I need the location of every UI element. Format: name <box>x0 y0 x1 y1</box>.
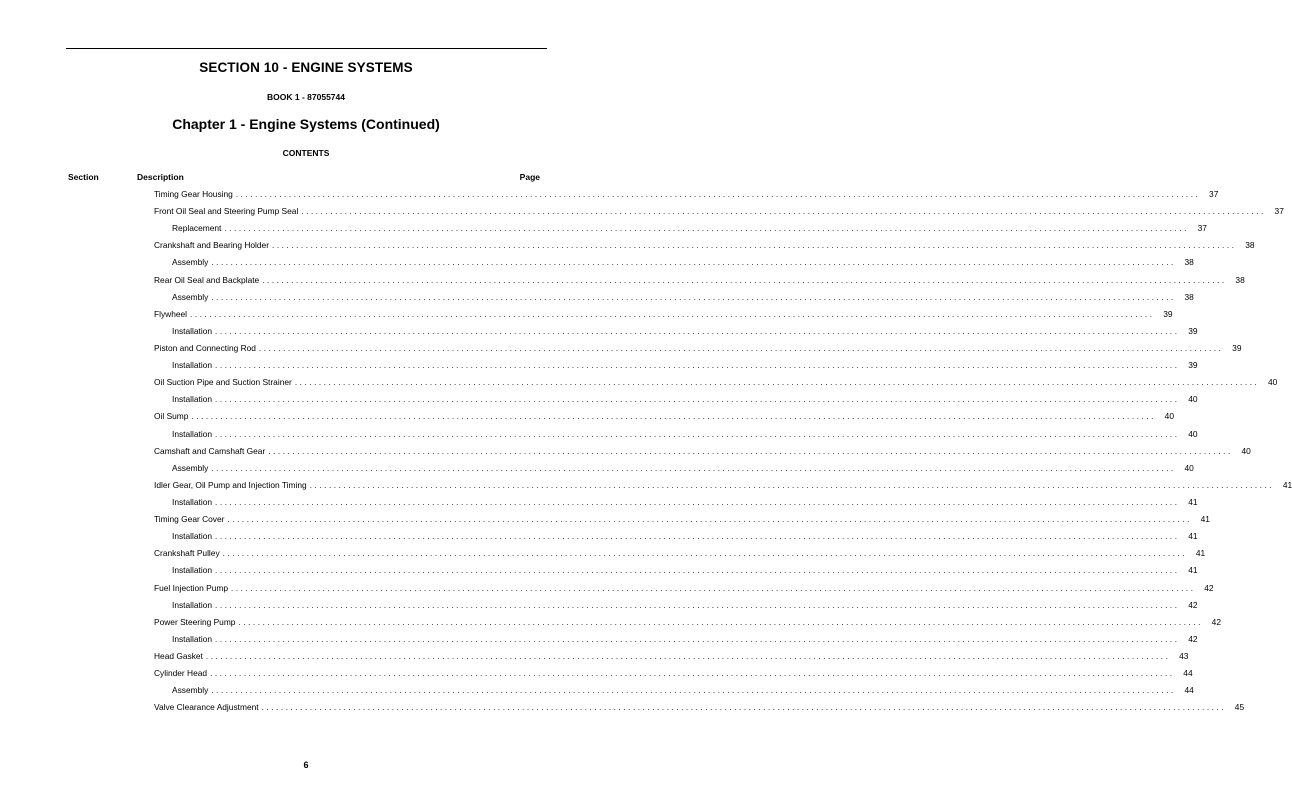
toc-entry[interactable] <box>0 306 1173 323</box>
toc-entry[interactable] <box>0 323 1198 340</box>
toc-entry-page: 39 <box>1188 360 1198 371</box>
chapter-title: Chapter 1 - Engine Systems (Continued) <box>172 116 440 132</box>
toc-entry-page: 41 <box>1188 531 1198 542</box>
toc-entry-page: 37 <box>1209 189 1219 199</box>
toc-entry-page: 42 <box>1188 599 1198 610</box>
toc-entry-title: Flywheel <box>154 306 190 323</box>
toc-entry[interactable] <box>0 562 1198 579</box>
dot-leader: ........................................................................................................................................................................................................ <box>301 207 1266 217</box>
dot-leader: ........................................................................................................................................................................................................ <box>262 275 1227 285</box>
toc-entry-line <box>172 426 1198 443</box>
toc-entry[interactable] <box>0 272 1245 289</box>
page-number: 6 <box>303 760 309 770</box>
dot-leader: ........................................................................................................................................................................................................ <box>309 480 1275 490</box>
toc-entry-line <box>172 254 1194 271</box>
toc-entry[interactable] <box>0 545 1206 562</box>
toc-entry-title: Front Oil Seal and Steering Pump Seal <box>154 203 301 220</box>
toc-entry-title: Assembly <box>172 460 211 477</box>
toc-entry-title: Oil Suction Pipe and Suction Strainer <box>154 374 295 391</box>
toc-entry-line <box>154 340 1242 357</box>
dot-leader: ........................................................................................................................................................................................................ <box>205 651 1171 661</box>
dot-leader: ........................................................................................................................................................................................................ <box>211 258 1176 268</box>
dot-leader: ........................................................................................................................................................................................................ <box>215 429 1180 439</box>
toc-entry[interactable] <box>0 477 1292 494</box>
toc-entry-page: 38 <box>1235 274 1245 285</box>
toc-entry[interactable] <box>0 665 1193 682</box>
toc-entry-title: Crankshaft Pulley <box>154 545 223 562</box>
dot-leader: ........................................................................................................................................................................................................ <box>272 241 1237 251</box>
contents-heading: CONTENTS <box>282 148 330 158</box>
toc-entry-page: 39 <box>1163 308 1173 319</box>
toc-entry[interactable] <box>0 340 1242 357</box>
toc-entry[interactable] <box>0 682 1194 699</box>
dot-leader: ........................................................................................................................................................................................................ <box>215 634 1180 644</box>
toc-entry-page: 41 <box>1200 514 1210 525</box>
toc-entry-line <box>172 357 1198 374</box>
dot-leader: ........................................................................................................................................................................................................ <box>224 224 1189 234</box>
toc-entry-line <box>154 306 1173 323</box>
toc-entry-line <box>172 289 1194 306</box>
toc-entry-title: Assembly <box>172 289 211 306</box>
toc-entry-title: Installation <box>172 631 215 648</box>
toc-entry-title: Installation <box>172 494 215 511</box>
toc-entry[interactable] <box>0 597 1198 614</box>
toc-entry-page: 44 <box>1184 685 1194 696</box>
toc-entry[interactable] <box>0 186 1219 203</box>
toc-entry-line <box>154 580 1214 597</box>
toc-entry-page: 38 <box>1184 257 1194 268</box>
table-of-contents <box>0 186 1292 716</box>
toc-entry-page: 45 <box>1234 702 1245 713</box>
toc-entry-title: Replacement <box>172 220 224 237</box>
toc-entry-title: Rear Oil Seal and Backplate <box>154 272 262 289</box>
dot-leader: ........................................................................................................................................................................................................ <box>215 532 1180 542</box>
dot-leader: ........................................................................................................................................................................................................ <box>235 190 1201 199</box>
column-header-description: Description <box>137 172 184 182</box>
toc-entry[interactable] <box>0 648 1189 665</box>
top-rule <box>66 48 547 49</box>
toc-entry-title: Assembly <box>172 254 211 271</box>
toc-entry-line <box>172 391 1198 408</box>
toc-entry[interactable] <box>0 699 1245 716</box>
toc-entry[interactable] <box>0 631 1198 648</box>
toc-entry-title: Crankshaft and Bearing Holder <box>154 237 272 254</box>
toc-entry-line <box>154 477 1292 494</box>
toc-entry-title: Idler Gear, Oil Pump and Injection Timing <box>154 477 310 494</box>
toc-entry-page: 41 <box>1188 565 1198 576</box>
section-title: SECTION 10 - ENGINE SYSTEMS <box>199 60 413 75</box>
toc-entry[interactable] <box>0 374 1278 391</box>
toc-entry-title: Fuel Injection Pump <box>154 580 231 597</box>
toc-entry[interactable] <box>0 580 1214 597</box>
toc-entry-page: 40 <box>1188 394 1198 405</box>
toc-entry-title: Valve Clearance Adjustment <box>154 699 262 716</box>
toc-entry[interactable] <box>0 443 1251 460</box>
toc-entry[interactable] <box>0 357 1198 374</box>
toc-entry-line <box>154 443 1251 460</box>
toc-entry-page: 41 <box>1195 548 1206 559</box>
toc-entry-title: Installation <box>172 562 215 579</box>
dot-leader: ........................................................................................................................................................................................................ <box>227 515 1192 525</box>
toc-entry-title: Camshaft and Camshaft Gear <box>154 443 268 460</box>
dot-leader: ........................................................................................................................................................................................................ <box>211 463 1176 473</box>
dot-leader: ........................................................................................................................................................................................................ <box>215 326 1180 336</box>
toc-entry-title: Installation <box>172 426 215 443</box>
toc-entry-page: 40 <box>1184 462 1194 473</box>
toc-entry-page: 38 <box>1184 291 1194 302</box>
toc-entry-title: Installation <box>172 597 215 614</box>
dot-leader: ........................................................................................................................................................................................................ <box>258 343 1224 353</box>
toc-entry-title: Cylinder Head <box>154 665 210 682</box>
toc-entry-title: Timing Gear Housing <box>154 186 236 203</box>
toc-entry-line <box>154 272 1245 289</box>
toc-entry-line <box>172 682 1194 699</box>
toc-entry[interactable] <box>0 391 1198 408</box>
book-number: BOOK 1 - 87055744 <box>267 92 345 102</box>
toc-entry-page: 38 <box>1245 240 1255 251</box>
toc-entry[interactable] <box>0 203 1284 220</box>
toc-entry[interactable] <box>0 614 1221 631</box>
dot-leader: ........................................................................................................................................................................................................ <box>231 583 1196 593</box>
toc-entry-page: 40 <box>1241 445 1251 456</box>
toc-entry-title: Head Gasket <box>154 648 206 665</box>
toc-entry-line <box>154 545 1206 562</box>
toc-entry-title: Assembly <box>172 682 211 699</box>
toc-entry-title: Installation <box>172 528 215 545</box>
dot-leader: ........................................................................................................................................................................................................ <box>215 395 1180 405</box>
dot-leader: ........................................................................................................................................................................................................ <box>215 361 1180 371</box>
toc-entry-line <box>154 203 1284 220</box>
toc-entry-title: Piston and Connecting Rod <box>154 340 259 357</box>
toc-entry-title: Timing Gear Cover <box>154 511 227 528</box>
dot-leader: ........................................................................................................................................................................................................ <box>238 617 1203 627</box>
toc-entry[interactable] <box>0 254 1194 271</box>
dot-leader: ........................................................................................................................................................................................................ <box>215 600 1180 610</box>
toc-entry-line <box>154 374 1278 391</box>
toc-entry-line <box>172 494 1198 511</box>
toc-entry-line <box>154 665 1193 682</box>
toc-entry[interactable] <box>0 511 1210 528</box>
toc-entry-page: 40 <box>1188 428 1198 439</box>
dot-leader: ........................................................................................................................................................................................................ <box>210 669 1175 679</box>
toc-entry-title: Power Steering Pump <box>154 614 238 631</box>
toc-entry-page: 39 <box>1232 342 1242 353</box>
dot-leader: ........................................................................................................................................................................................................ <box>211 292 1176 302</box>
toc-entry-page: 40 <box>1164 411 1174 422</box>
toc-entry-line <box>172 562 1198 579</box>
dot-leader: ........................................................................................................................................................................................................ <box>261 703 1227 713</box>
dot-leader: ........................................................................................................................................................................................................ <box>190 309 1155 319</box>
toc-entry-page: 37 <box>1197 223 1207 234</box>
toc-entry-line <box>154 186 1219 203</box>
toc-entry-page: 43 <box>1179 650 1189 661</box>
toc-entry-line <box>154 648 1189 665</box>
toc-entry[interactable] <box>0 494 1198 511</box>
toc-entry[interactable] <box>0 408 1174 425</box>
toc-entry-page: 42 <box>1188 633 1198 644</box>
toc-entry-title: Installation <box>172 323 215 340</box>
toc-entry-line <box>172 631 1198 648</box>
toc-entry-line <box>154 699 1245 716</box>
toc-entry[interactable] <box>0 220 1207 237</box>
toc-entry-line <box>154 511 1210 528</box>
dot-leader: ........................................................................................................................................................................................................ <box>294 378 1260 388</box>
toc-entry-line <box>154 237 1255 254</box>
toc-entry-page: 40 <box>1268 377 1278 388</box>
dot-leader: ........................................................................................................................................................................................................ <box>215 566 1180 576</box>
toc-entry-line <box>172 528 1198 545</box>
toc-entry-line <box>172 220 1207 237</box>
toc-entry[interactable] <box>0 426 1198 443</box>
column-header-page: Page <box>519 172 540 182</box>
dot-leader: ........................................................................................................................................................................................................ <box>268 446 1233 456</box>
toc-entry-title: Installation <box>172 357 215 374</box>
toc-entry-page: 42 <box>1211 616 1221 627</box>
toc-entry-line <box>154 408 1174 425</box>
toc-entry[interactable] <box>0 528 1198 545</box>
column-header-section: Section <box>68 172 99 182</box>
toc-entry-page: 37 <box>1274 206 1284 217</box>
toc-entry-page: 41 <box>1188 496 1198 507</box>
toc-entry[interactable] <box>0 460 1194 477</box>
toc-entry-title: Installation <box>172 391 215 408</box>
dot-leader: ........................................................................................................................................................................................................ <box>222 549 1188 559</box>
toc-entry-line <box>172 597 1198 614</box>
toc-entry-line <box>154 614 1221 631</box>
dot-leader: ........................................................................................................................................................................................................ <box>211 686 1176 696</box>
dot-leader: ........................................................................................................................................................................................................ <box>191 412 1156 422</box>
toc-entry-page: 41 <box>1282 479 1292 490</box>
toc-entry[interactable] <box>0 289 1194 306</box>
toc-entry-page: 39 <box>1188 325 1198 336</box>
dot-leader: ........................................................................................................................................................................................................ <box>215 497 1180 507</box>
toc-entry[interactable] <box>0 237 1255 254</box>
toc-entry-title: Oil Sump <box>154 408 191 425</box>
toc-entry-page: 44 <box>1183 668 1193 679</box>
toc-entry-line <box>172 323 1198 340</box>
toc-entry-page: 42 <box>1204 582 1214 593</box>
toc-entry-line <box>172 460 1194 477</box>
